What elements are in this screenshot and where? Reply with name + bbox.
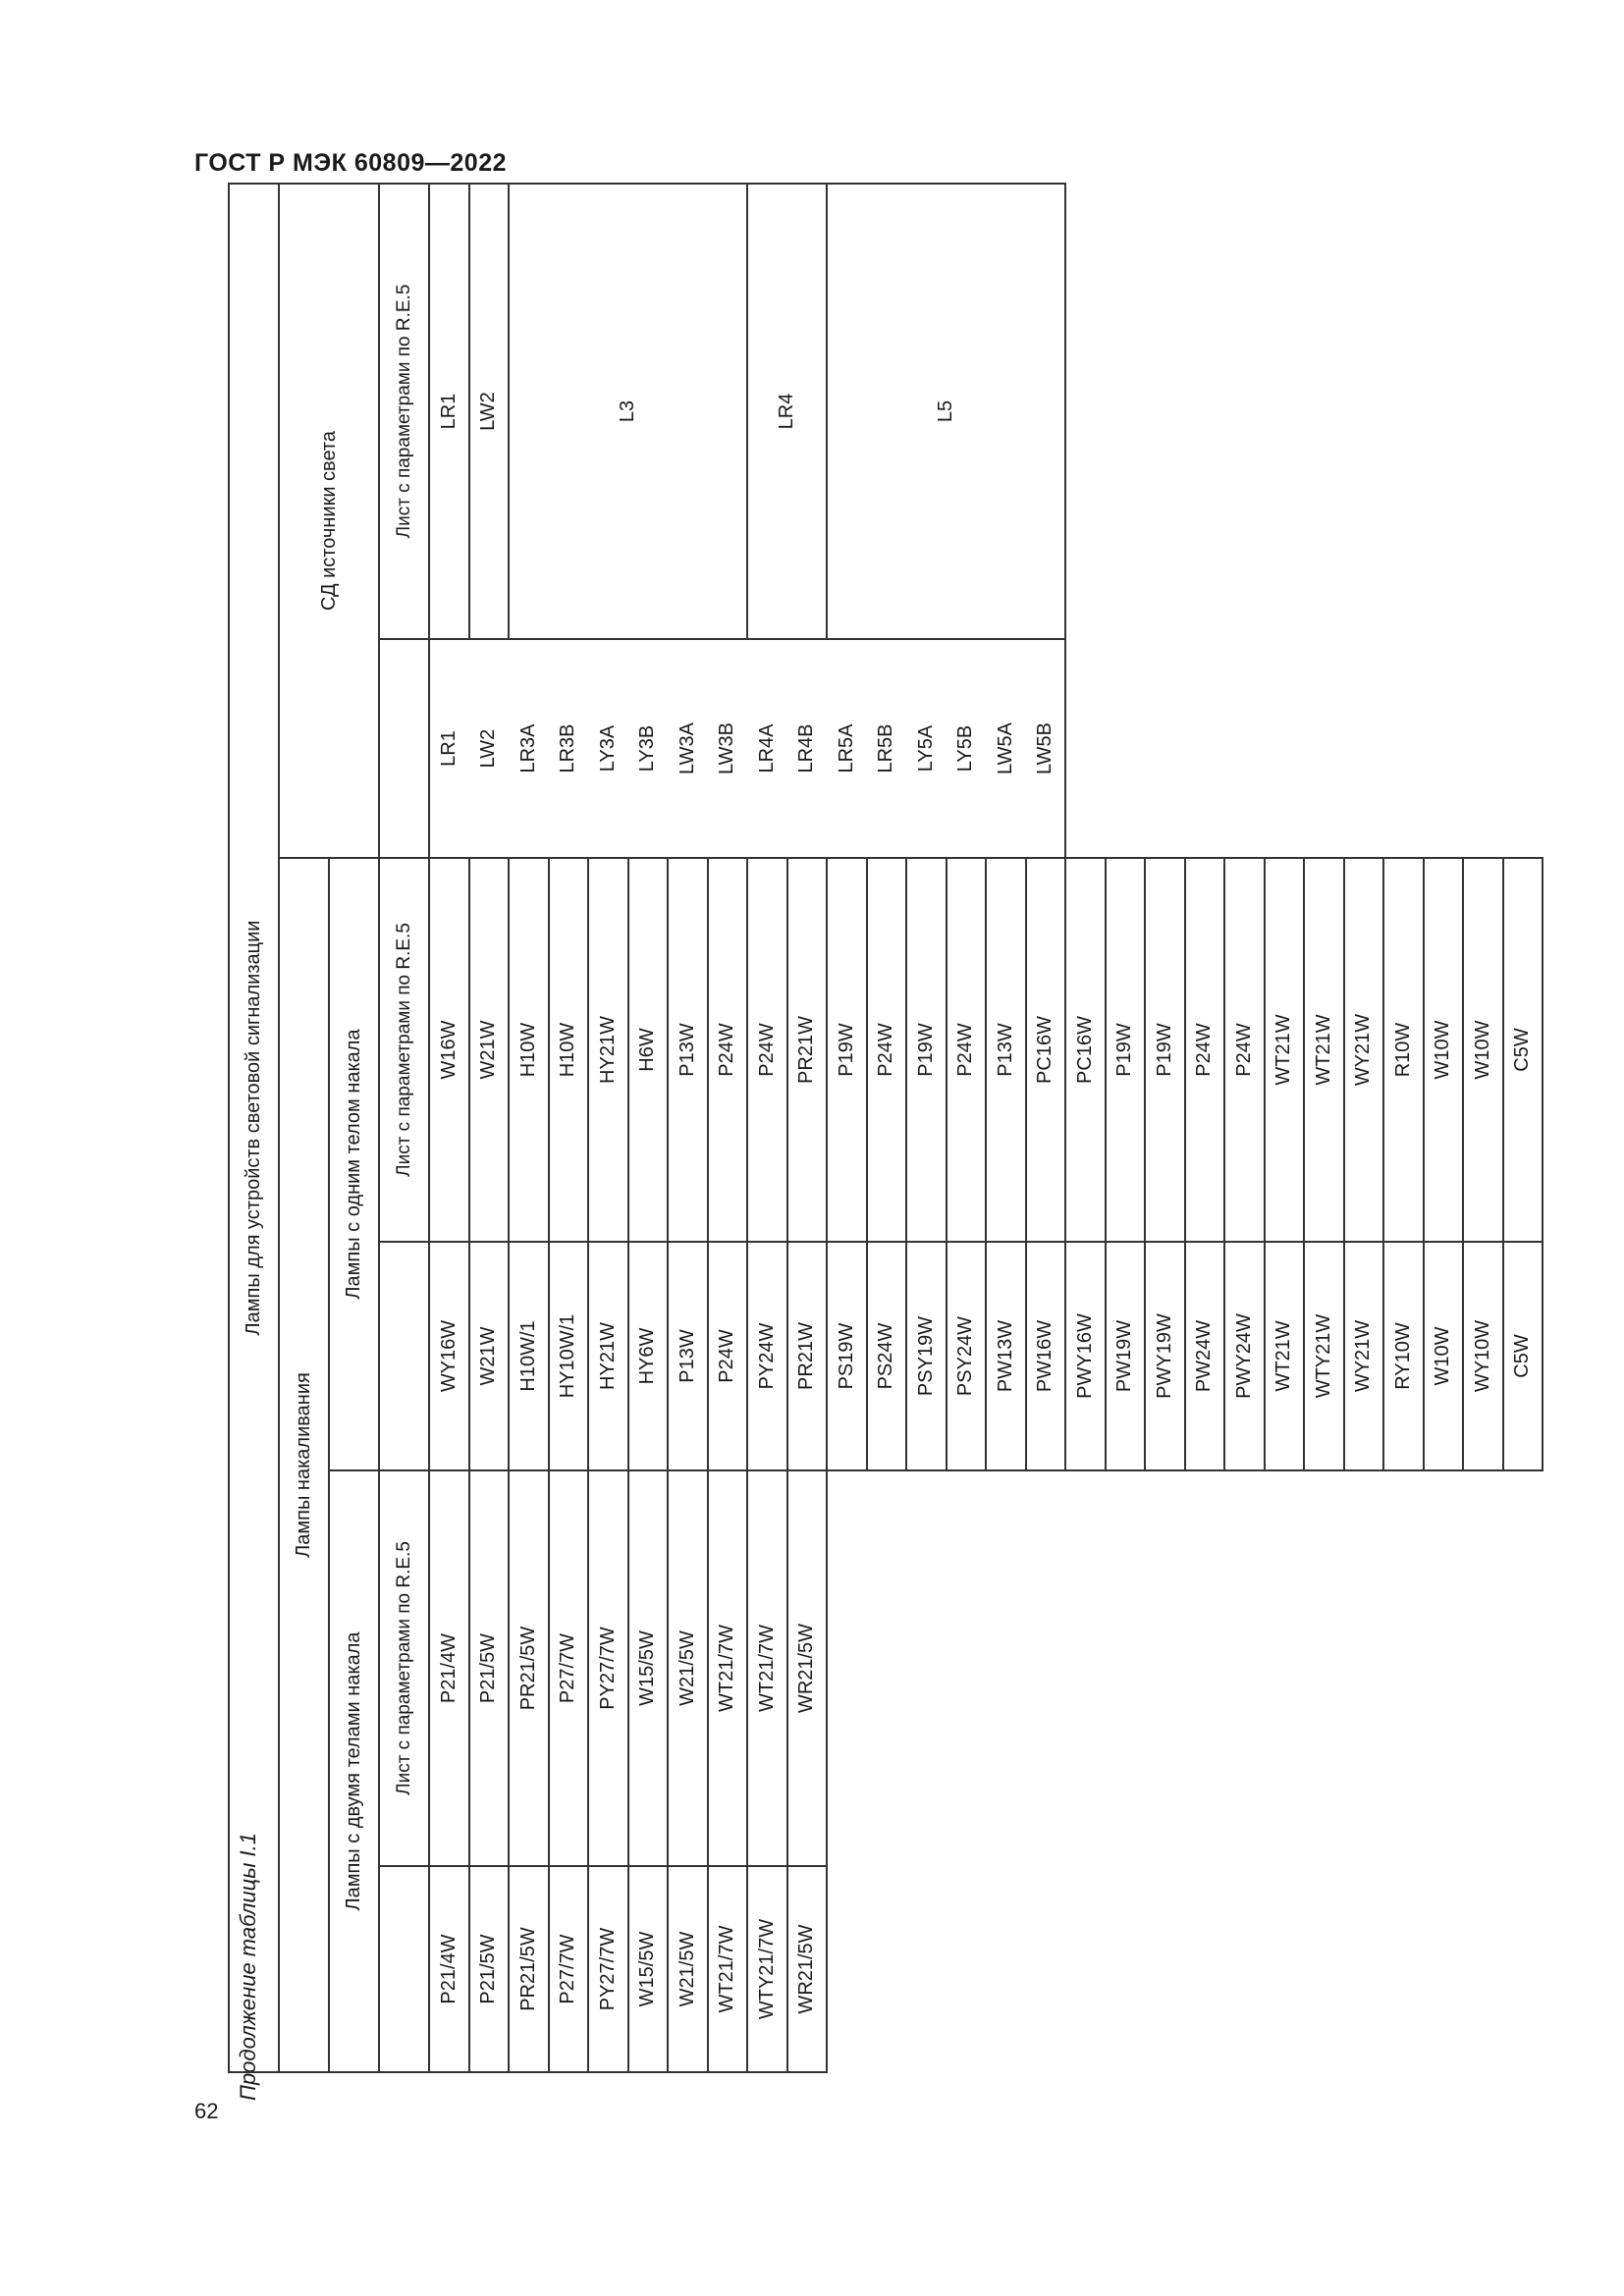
single-filament-sheet: C5W: [1503, 858, 1543, 1242]
two-filament-sheet: PY27/7W: [588, 1470, 628, 1866]
led-header: СД источники света: [279, 184, 379, 858]
single-filament-lamp: PSY24W: [947, 1242, 987, 1470]
two-filament-sheet: P27/7W: [549, 1470, 589, 1866]
led-sheet: LR1: [429, 184, 469, 639]
single-filament-sheet-header: Лист с параметрами по R.E.5: [379, 858, 429, 1242]
two-filament-lamp: PY27/7W: [588, 1866, 628, 2072]
two-filament-header: Лампы с двумя телами накала: [329, 1470, 379, 2072]
single-filament-lamp: W21W: [469, 1242, 510, 1470]
led-source: LW2: [469, 639, 510, 858]
single-filament-lamp: WT21W: [1265, 1242, 1305, 1470]
single-filament-lamp: C5W: [1503, 1242, 1543, 1470]
two-filament-sheet: P21/4W: [429, 1470, 469, 1866]
two-filament-lamp: PR21/5W: [509, 1866, 549, 2072]
single-filament-lamp: H10W/1: [509, 1242, 549, 1470]
single-filament-lamp: PY24W: [747, 1242, 787, 1470]
two-filament-lamp: W21/5W: [668, 1866, 708, 2072]
two-filament-sheet-header: Лист с параметрами по R.E.5: [379, 1470, 429, 1866]
single-filament-sheet: H10W: [509, 858, 549, 1242]
single-filament-sheet: P19W: [906, 858, 947, 1242]
led-source: LR5A: [827, 639, 867, 858]
single-filament-sheet: P24W: [708, 858, 748, 1242]
led-source: LR3A: [509, 639, 549, 858]
incandescent-header: Лампы накаливания: [279, 858, 329, 2072]
led-source: LR4B: [787, 639, 828, 858]
single-filament-sheet: PC16W: [1026, 858, 1066, 1242]
single-filament-lamp: PWY19W: [1145, 1242, 1185, 1470]
two-filament-sheet: WR21/5W: [787, 1470, 828, 1866]
rotated-table-area: [228, 88, 1534, 2120]
led-source: LW5A: [986, 639, 1026, 858]
empty-cell: [827, 1470, 1543, 2072]
single-filament-lamp: WY21W: [1344, 1242, 1384, 1470]
single-filament-lamp: WY16W: [429, 1242, 469, 1470]
single-filament-header: Лампы с одним телом накала: [329, 858, 379, 1470]
single-filament-lamp: PS24W: [867, 1242, 907, 1470]
table-row: [747, 184, 787, 2072]
led-source: LY3A: [588, 639, 628, 858]
single-filament-sheet: P24W: [1224, 858, 1265, 1242]
two-filament-sheet: W21/5W: [668, 1470, 708, 1866]
single-filament-sheet: W10W: [1463, 858, 1503, 1242]
single-filament-lamp: P24W: [708, 1242, 748, 1470]
led-source: LY5A: [906, 639, 947, 858]
single-filament-lamp: PW13W: [986, 1242, 1026, 1470]
two-filament-lamp: P27/7W: [549, 1866, 589, 2072]
single-filament-lamp: PWY24W: [1224, 1242, 1265, 1470]
single-filament-lamp: PW19W: [1106, 1242, 1146, 1470]
two-filament-sheet: WT21/7W: [747, 1470, 787, 1866]
table-row: [429, 184, 469, 2072]
single-filament-sheet: H6W: [628, 858, 669, 1242]
table-row: [469, 184, 510, 2072]
single-filament-sheet: W21W: [469, 858, 510, 1242]
single-filament-lamp: HY6W: [628, 1242, 669, 1470]
single-filament-lamp: PW24W: [1185, 1242, 1225, 1470]
led-sheet: L3: [509, 184, 747, 639]
led-source: LR4A: [747, 639, 787, 858]
single-filament-sheet: PC16W: [1065, 858, 1106, 1242]
single-filament-sheet: P19W: [1145, 858, 1185, 1242]
single-filament-lamp: WY10W: [1463, 1242, 1503, 1470]
single-filament-sheet: P19W: [1106, 858, 1146, 1242]
single-filament-sheet: HY21W: [588, 858, 628, 1242]
single-filament-sheet: P13W: [986, 858, 1026, 1242]
table-row: [827, 184, 867, 2072]
single-filament-lamp: PS19W: [827, 1242, 867, 1470]
single-filament-sheet: W16W: [429, 858, 469, 1242]
single-filament-lamp: HY10W/1: [549, 1242, 589, 1470]
two-filament-lamp: WR21/5W: [787, 1866, 828, 2072]
led-source: LW5B: [1026, 639, 1066, 858]
single-filament-sheet: P24W: [747, 858, 787, 1242]
single-filament-sheet: P19W: [827, 858, 867, 1242]
led-source: LR3B: [549, 639, 589, 858]
single-filament-sheet: WT21W: [1265, 858, 1305, 1242]
single-filament-lamp: PR21W: [787, 1242, 828, 1470]
single-filament-sheet: R10W: [1383, 858, 1424, 1242]
single-filament-sheet: P24W: [867, 858, 907, 1242]
single-filament-lamp: PW16W: [1026, 1242, 1066, 1470]
led-source: LW3B: [708, 639, 748, 858]
led-source: LR1: [429, 639, 469, 858]
led-sheet: LW2: [469, 184, 510, 639]
two-filament-lamp: WT21/7W: [708, 1866, 748, 2072]
two-filament-sheet: WT21/7W: [708, 1470, 748, 1866]
single-filament-lamp: WTY21W: [1304, 1242, 1344, 1470]
led-sheet: L5: [827, 184, 1065, 639]
two-filament-lamp: WTY21/7W: [747, 1866, 787, 2072]
two-filament-lamp: P21/4W: [429, 1866, 469, 2072]
two-filament-lamp: W15/5W: [628, 1866, 669, 2072]
led-sheet-header: Лист с параметрами по R.E.5: [379, 184, 429, 639]
two-filament-sheet: PR21/5W: [509, 1470, 549, 1866]
table-title: Лампы для устройств световой сигнализации: [229, 184, 279, 2072]
single-filament-lamp: PSY19W: [906, 1242, 947, 1470]
single-filament-sheet: P24W: [947, 858, 987, 1242]
single-filament-sheet: WT21W: [1304, 858, 1344, 1242]
single-filament-sheet: H10W: [549, 858, 589, 1242]
single-filament-lamp: PWY16W: [1065, 1242, 1106, 1470]
page-header: ГОСТ Р МЭК 60809—2022: [194, 149, 508, 177]
empty-cell: [1065, 184, 1543, 858]
led-source: LY5B: [947, 639, 987, 858]
single-filament-lamp: W10W: [1424, 1242, 1464, 1470]
led-source: LW3A: [668, 639, 708, 858]
single-filament-sheet: W10W: [1424, 858, 1464, 1242]
single-filament-sheet: PR21W: [787, 858, 828, 1242]
two-filament-lamp: P21/5W: [469, 1866, 510, 2072]
single-filament-lamp: P13W: [668, 1242, 708, 1470]
two-filament-sheet: P21/5W: [469, 1470, 510, 1866]
single-filament-sheet: P24W: [1185, 858, 1225, 1242]
led-source: LY3B: [628, 639, 669, 858]
page-number: 62: [194, 2099, 219, 2123]
led-source: LR5B: [867, 639, 907, 858]
table-row: [509, 184, 549, 2072]
led-sheet: LR4: [747, 184, 827, 639]
lamp-table: [228, 183, 1543, 2073]
single-filament-sheet: WY21W: [1344, 858, 1384, 1242]
single-filament-sheet: P13W: [668, 858, 708, 1242]
table-caption: Продолжение таблицы I.1: [236, 1833, 260, 2101]
single-filament-lamp: RY10W: [1383, 1242, 1424, 1470]
single-filament-lamp: HY21W: [588, 1242, 628, 1470]
two-filament-sheet: W15/5W: [628, 1470, 669, 1866]
